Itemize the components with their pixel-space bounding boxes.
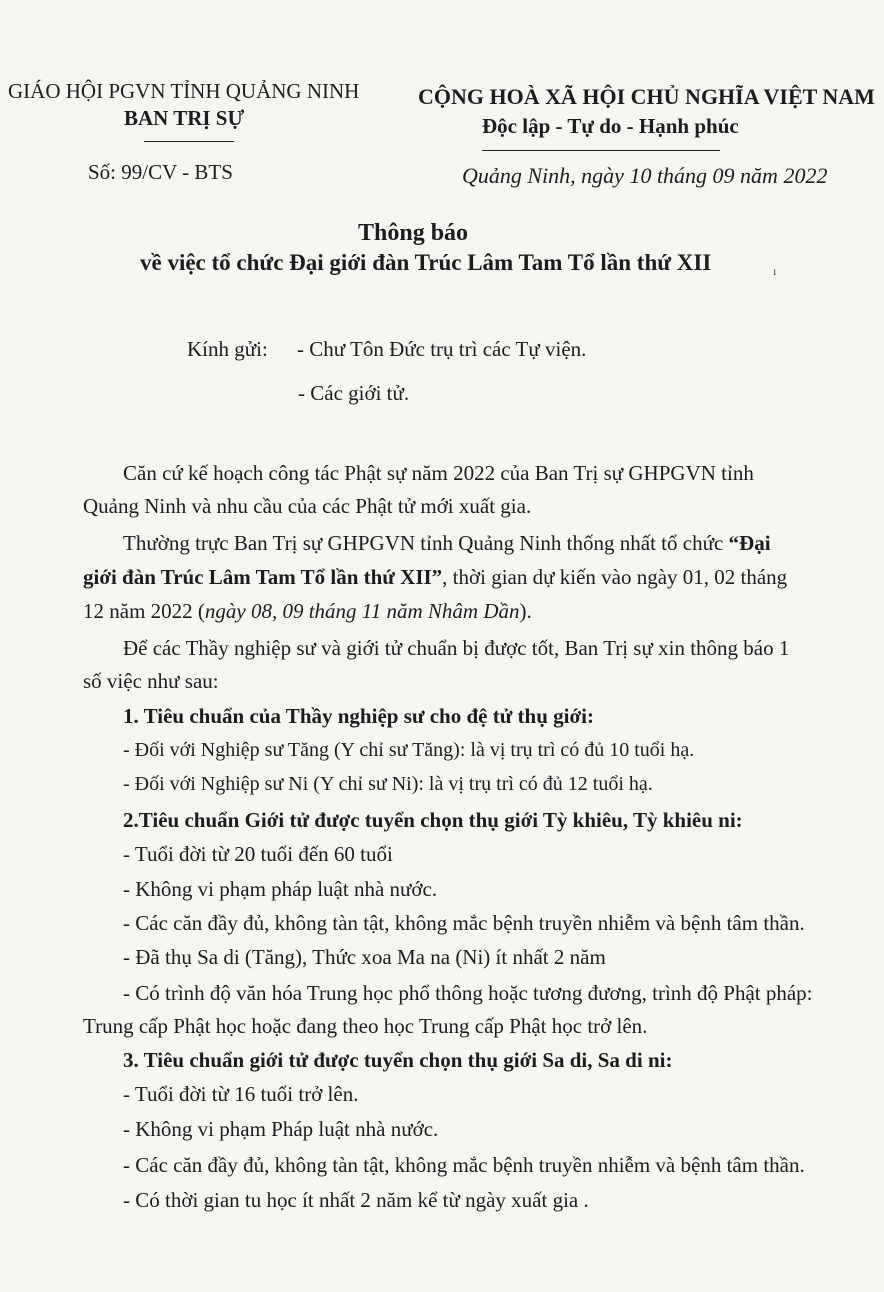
list-item: - Có trình độ văn hóa Trung học phổ thông hoặc tương đương, trình độ Phật pháp: (123, 981, 813, 1005)
recipient-item: - Chư Tôn Đức trụ trì các Tự viện. (297, 337, 587, 361)
list-item: - Tuổi đời từ 20 tuổi đến 60 tuổi (123, 842, 393, 866)
body-text: Căn cứ kế hoạch công tác Phật sự năm 2022 của Ban Trị sự GHPGVN tỉnh (123, 461, 754, 485)
list-item: - Không vi phạm pháp luật nhà nước. (123, 877, 438, 901)
nation-title: CỘNG HOÀ XÃ HỘI CHỦ NGHĨA VIỆT NAM (418, 84, 875, 109)
body-text-italic: ngày 08, 09 tháng 11 năm Nhâm Dần (204, 599, 520, 623)
nation-motto: Độc lập - Tự do - Hạnh phúc (482, 114, 739, 138)
body-text-emphasis: “Đại (728, 531, 771, 555)
document-title: Thông báo (358, 220, 469, 246)
body-text: Để các Thầy nghiệp sư và giới tử chuẩn bị được tốt, Ban Trị sự xin thông báo 1 (123, 636, 790, 660)
motto-underline (482, 150, 720, 151)
body-text-part: 12 năm 2022 ( (83, 599, 205, 623)
document-subject: về việc tổ chức Đại giới đàn Trúc Lâm Tam Tổ lần thứ XII (140, 250, 712, 275)
list-item: - Tuổi đời từ 16 tuổi trở lên. (123, 1082, 359, 1106)
list-item: Trung cấp Phật học hoặc đang theo học Trung cấp Phật học trở lên. (83, 1014, 648, 1038)
body-text-part: ). (519, 599, 532, 623)
recipient-item: - Các giới tử. (298, 381, 410, 405)
org-name: GIÁO HỘI PGVN TỈNH QUẢNG NINH (8, 79, 360, 103)
body-text (123, 531, 771, 556)
body-text: số việc như sau: (83, 669, 219, 693)
list-item: - Các căn đầy đủ, không tàn tật, không mắc bệnh truyền nhiễm và bệnh tâm thần. (123, 1153, 805, 1177)
org-department: BAN TRỊ SỰ (124, 106, 245, 130)
list-item: - Đã thụ Sa di (Tăng), Thức xoa Ma na (Ni) ít nhất 2 năm (123, 945, 606, 969)
section-heading: 3. Tiêu chuẩn giới tử được tuyển chọn thụ giới Sa di, Sa di ni: (123, 1048, 673, 1072)
list-item: - Các căn đầy đủ, không tàn tật, không mắc bệnh truyền nhiễm và bệnh tâm thần. (123, 911, 805, 935)
stray-mark: ı (773, 264, 777, 278)
body-text-part: , thời gian dự kiến vào ngày 01, 02 tháng (442, 565, 788, 589)
list-item: - Đối với Nghiệp sư Tăng (Y chỉ sư Tăng): là vị trụ trì có đủ 10 tuổi hạ. (123, 739, 695, 761)
list-item: - Đối với Nghiệp sư Ni (Y chỉ sư Ni): là vị trụ trì có đủ 12 tuổi hạ. (123, 773, 653, 795)
body-text-emphasis: giới đàn Trúc Lâm Tam Tổ lần thứ XII” (83, 565, 443, 589)
list-item: - Không vi phạm Pháp luật nhà nước. (123, 1117, 439, 1141)
recipients-label: Kính gửi: (187, 337, 268, 361)
body-text (83, 565, 787, 590)
body-text (83, 599, 532, 624)
org-underline (144, 141, 234, 142)
body-text-part: Thường trực Ban Trị sự GHPGVN tỉnh Quảng Ninh thống nhất tổ chức (123, 531, 729, 555)
document-number: Số: 99/CV - BTS (88, 160, 233, 184)
body-text: Quảng Ninh và nhu cầu của các Phật tử mới xuất gia. (83, 494, 532, 518)
list-item: - Có thời gian tu học ít nhất 2 năm kể từ ngày xuất gia . (123, 1188, 589, 1212)
section-heading: 2.Tiêu chuẩn Giới tử được tuyển chọn thụ giới Tỳ khiêu, Tỳ khiêu ni: (123, 808, 743, 832)
section-heading: 1. Tiêu chuẩn của Thầy nghiệp sư cho đệ tử thụ giới: (123, 704, 594, 728)
place-date: Quảng Ninh, ngày 10 tháng 09 năm 2022 (462, 163, 828, 188)
